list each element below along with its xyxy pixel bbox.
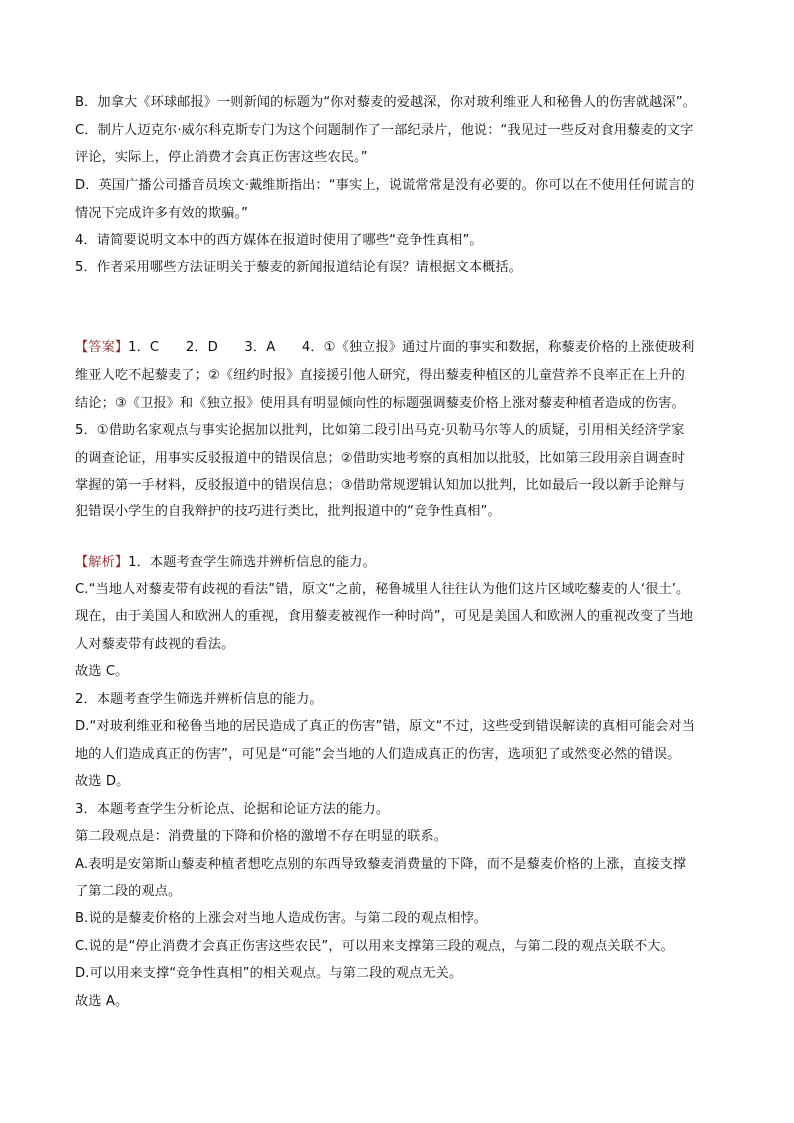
answer-line: 的调查论证，用事实反驳报道中的错误信息；②借助实地考察的真相加以批驳，比如第三段用亲自调查时 <box>75 451 685 466</box>
question-5: 5．作者采用哪些方法证明关于藜麦的新闻报道结论有误？请根据文本概括。 <box>75 260 522 275</box>
analysis-q3-line: B.说的是藜麦价格的上涨会对当地人造成伤害。与第二段的观点相悖。 <box>75 911 488 926</box>
analysis-q2-line: D.“对玻利维亚和秘鲁当地的居民造成了真正的伤害”错，原文“不过，这些受到错误解读的真相可能会对当 <box>75 719 695 734</box>
answer-first: 1．C 2．D 3．A 4．①《独立报》通过片面的事实和数据，称藜麦价格的上涨使玻利 <box>128 340 695 355</box>
analysis-first: 1．本题考查学生筛选并辨析信息的能力。 <box>128 555 376 570</box>
analysis-q3-head: 3．本题考查学生分析论点、论据和论证方法的能力。 <box>75 802 390 817</box>
analysis-line-1 <box>75 554 376 572</box>
analysis-q3-line: D.可以用来支撑“竞争性真相”的相关观点。与第二段的观点无关。 <box>75 966 463 981</box>
answer-tag: 【答案】 <box>75 340 129 355</box>
analysis-tag: 【解析】 <box>75 555 129 570</box>
analysis-q2-conclusion: 故选 D。 <box>75 774 130 789</box>
analysis-q1-line: 人对藜麦带有歧视的看法。 <box>75 637 235 652</box>
question-4: 4．请简要说明文本中的西方媒体在报道时使用了哪些“竞争性真相”。 <box>75 233 483 248</box>
answer-line: 维亚人吃不起藜麦了；②《纽约时报》直接援引他人研究，得出藜麦种植区的儿童营养不良率正在上升的 <box>75 368 685 383</box>
option-d: D．英国广播公司播音员埃文·戴维斯指出：“事实上，说谎常常是没有必要的。你可以在不使用任何谎言的 <box>75 178 695 193</box>
analysis-q1-line: C.“当地人对藜麦带有歧视的看法”错，原文“之前，秘鲁城里人往往认为他们这片区域吃藜麦的人‘很土’。 <box>75 582 690 597</box>
option-d-cont: 情况下完成许多有效的欺骗。” <box>75 206 249 221</box>
answer-line: 5．①借助名家观点与事实论据加以批判，比如第二段引出马克·贝勒马尔等人的质疑，引用相关经济学家 <box>75 423 685 438</box>
analysis-q1-line: 现在，由于美国人和欧洲人的重视，食用藜麦被视作一种时尚”，可见是美国人和欧洲人的重视改变了当地 <box>75 609 694 624</box>
option-c-cont: 评论，实际上，停止消费才会真正伤害这些农民。” <box>75 150 368 165</box>
analysis-q3-line: A.表明是安第斯山藜麦种植者想吃点别的东西导致藜麦消费量的下降，而不是藜麦价格的上涨，直接支撑 <box>75 857 687 872</box>
option-b: B．加拿大《环球邮报》一则新闻的标题为“你对藜麦的爱越深，你对玻利维亚人和秘鲁人的伤害就越深”。 <box>75 95 696 110</box>
analysis-q2-head: 2．本题考查学生筛选并辨析信息的能力。 <box>75 692 323 707</box>
analysis-q3-line: 第二段观点是：消费量的下降和价格的激增不存在明显的联系。 <box>75 829 448 844</box>
answer-line: 掌握的第一手材料，反驳报道中的错误信息；③借助常规逻辑认知加以批判，比如最后一段以新手论辩与 <box>75 478 685 493</box>
answer-line-1 <box>75 339 694 357</box>
answer-line: 结论；③《卫报》和《独立报》使用具有明显倾向性的标题强调藜麦价格上涨对藜麦种植者造成的伤害。 <box>75 396 685 411</box>
analysis-q3-line: C.说的是“停止消费才会真正伤害这些农民”，可以用来支撑第三段的观点，与第二段的观点关联不大。 <box>75 939 674 954</box>
option-c: C．制片人迈克尔·威尔科克斯专门为这个问题制作了一部纪录片，他说：“我见过一些反对食用藜麦的文字 <box>75 123 694 138</box>
analysis-q3-line: 了第二段的观点。 <box>75 884 182 899</box>
answer-line: 犯错误小学生的自我辩护的技巧进行类比，批判报道中的“竞争性真相”。 <box>75 504 501 519</box>
analysis-q2-line: 地的人们造成真正的伤害”，可见是“可能”会当地的人们造成真正的伤害，选项犯了或然变必然的错误。 <box>75 747 681 762</box>
analysis-q3-conclusion: 故选 A。 <box>75 994 129 1009</box>
analysis-q1-conclusion: 故选 C。 <box>75 664 129 679</box>
